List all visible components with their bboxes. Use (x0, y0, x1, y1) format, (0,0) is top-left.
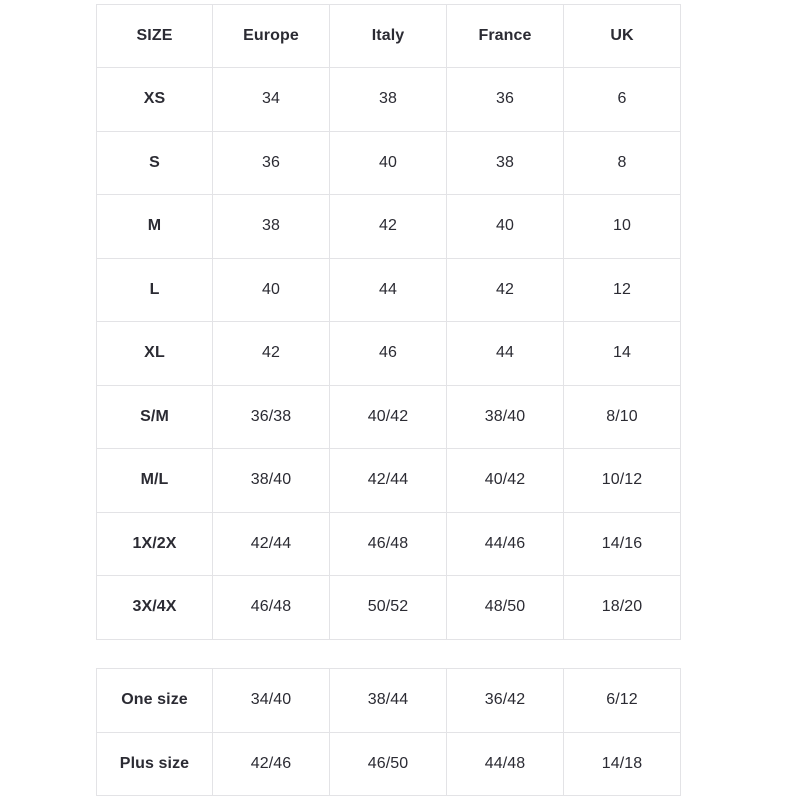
column-header-size: SIZE (97, 5, 213, 68)
cell-france: 44 (447, 322, 564, 386)
row-label: 1X/2X (97, 512, 213, 576)
row-label: S (97, 131, 213, 195)
table-row (97, 512, 681, 576)
cell-italy: 44 (330, 258, 447, 322)
cell-italy: 50/52 (330, 576, 447, 640)
cell-france: 40/42 (447, 449, 564, 513)
row-label: XL (97, 322, 213, 386)
row-label: 3X/4X (97, 576, 213, 640)
table-row (97, 68, 681, 132)
cell-uk: 18/20 (564, 576, 681, 640)
cell-italy: 42/44 (330, 449, 447, 513)
row-label: XS (97, 68, 213, 132)
column-header-uk: UK (564, 5, 681, 68)
cell-europe: 38/40 (213, 449, 330, 513)
cell-italy: 46/50 (330, 732, 447, 796)
cell-france: 40 (447, 195, 564, 259)
row-label: M/L (97, 449, 213, 513)
row-label: L (97, 258, 213, 322)
cell-france: 42 (447, 258, 564, 322)
table-row (97, 195, 681, 259)
cell-europe: 40 (213, 258, 330, 322)
cell-france: 48/50 (447, 576, 564, 640)
table-row (97, 449, 681, 513)
cell-uk: 6/12 (564, 669, 681, 733)
column-header-italy: Italy (330, 5, 447, 68)
cell-italy: 40/42 (330, 385, 447, 449)
cell-uk: 14 (564, 322, 681, 386)
cell-europe: 36/38 (213, 385, 330, 449)
cell-france: 36/42 (447, 669, 564, 733)
one-size-conversion-table (96, 668, 681, 796)
cell-france: 38 (447, 131, 564, 195)
table-row (97, 322, 681, 386)
table-row (97, 258, 681, 322)
cell-france: 36 (447, 68, 564, 132)
cell-uk: 8/10 (564, 385, 681, 449)
table-row (97, 576, 681, 640)
cell-uk: 14/16 (564, 512, 681, 576)
table-header-row (97, 5, 681, 68)
cell-europe: 36 (213, 131, 330, 195)
cell-europe: 42/44 (213, 512, 330, 576)
cell-france: 38/40 (447, 385, 564, 449)
cell-europe: 42/46 (213, 732, 330, 796)
cell-uk: 8 (564, 131, 681, 195)
column-header-europe: Europe (213, 5, 330, 68)
cell-uk: 14/18 (564, 732, 681, 796)
cell-uk: 10/12 (564, 449, 681, 513)
cell-italy: 46 (330, 322, 447, 386)
column-header-france: France (447, 5, 564, 68)
cell-europe: 34 (213, 68, 330, 132)
table-row (97, 732, 681, 796)
cell-uk: 12 (564, 258, 681, 322)
size-conversion-table (96, 4, 681, 640)
cell-italy: 38 (330, 68, 447, 132)
row-label: Plus size (97, 732, 213, 796)
cell-europe: 34/40 (213, 669, 330, 733)
cell-europe: 46/48 (213, 576, 330, 640)
cell-france: 44/46 (447, 512, 564, 576)
cell-italy: 46/48 (330, 512, 447, 576)
table-row (97, 385, 681, 449)
cell-europe: 42 (213, 322, 330, 386)
cell-italy: 38/44 (330, 669, 447, 733)
cell-uk: 6 (564, 68, 681, 132)
row-label: M (97, 195, 213, 259)
table-row (97, 131, 681, 195)
cell-uk: 10 (564, 195, 681, 259)
cell-europe: 38 (213, 195, 330, 259)
cell-italy: 42 (330, 195, 447, 259)
row-label: One size (97, 669, 213, 733)
cell-italy: 40 (330, 131, 447, 195)
table-row (97, 669, 681, 733)
cell-france: 44/48 (447, 732, 564, 796)
row-label: S/M (97, 385, 213, 449)
